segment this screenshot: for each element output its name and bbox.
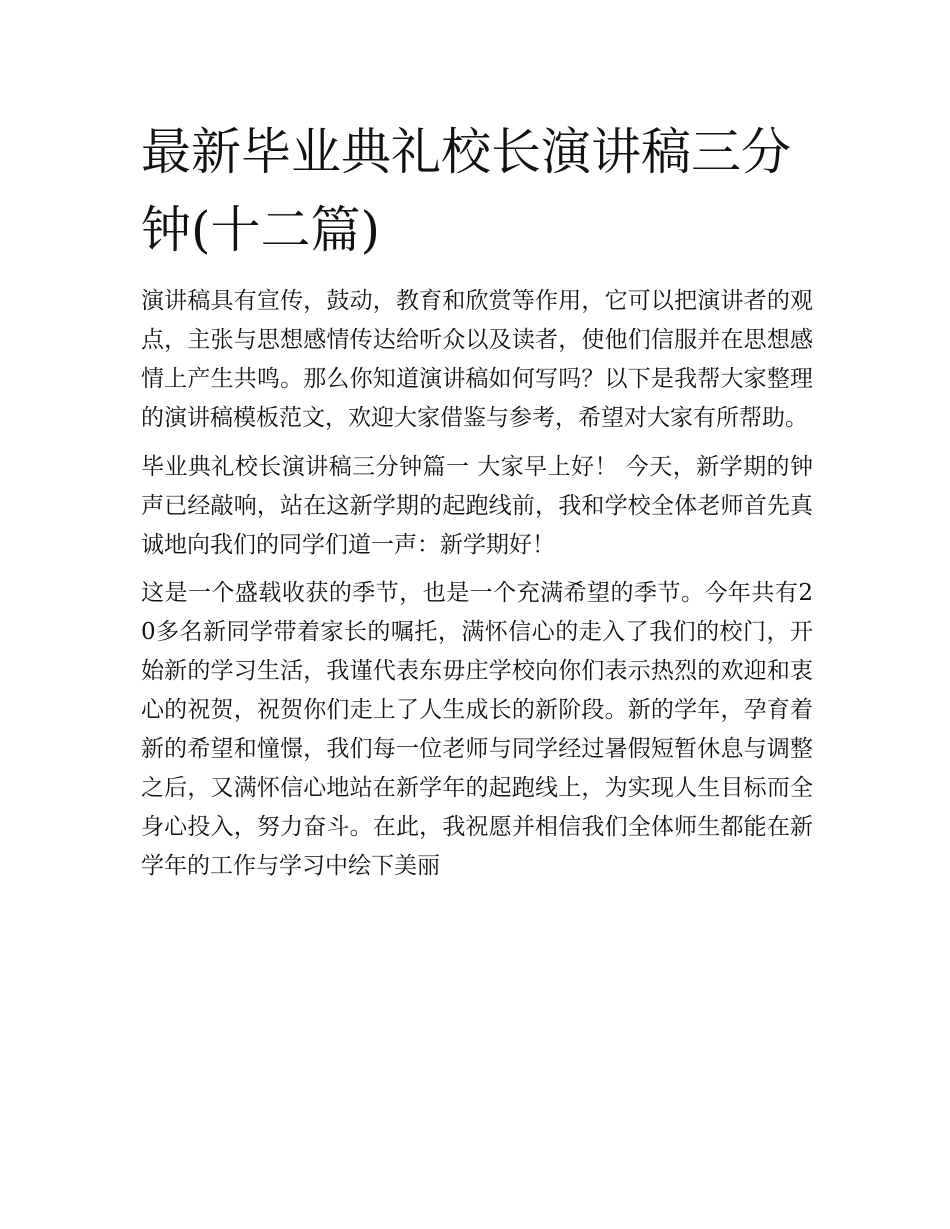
document-body [141, 282, 813, 896]
speech-opening-paragraph: 毕业典礼校长演讲稿三分钟篇一 大家早上好！ 今天，新学期的钟声已经敲响，站在这新学期的起跑线前，我和学校全体老师首先真诚地向我们的同学们道一声：新学期好！ [141, 453, 813, 558]
intro-paragraph: 演讲稿具有宣传，鼓动，教育和欣赏等作用，它可以把演讲者的观点，主张与思想感情传达给听众以及读者，使他们信服并在思想感情上产生共鸣。那么你知道演讲稿如何写吗？以下是我帮大家整理的演讲稿模板范文，欢迎大家借鉴与参考，希望对大家有所帮助。 [141, 288, 813, 431]
document-title: 最新毕业典礼校长演讲稿三分钟(十二篇) [141, 123, 791, 259]
speech-body-paragraph: 这是一个盛载收获的季节，也是一个充满希望的季节。今年共有20多名新同学带着家长的嘱托，满怀信心的走入了我们的校门，开始新的学习生活，我谨代表东毋庄学校向你们表示热烈的欢迎和衷心的祝贺，祝贺你们走上了人生成长的新阶段。新的学年，孕育着新的希望和憧憬，我们每一位老师与同学经过暑假短暂休息与调整之后，又满怀信心地站在新学年的起跑线上，为实现人生目标而全身心投入，努力奋斗。在此，我祝愿并相信我们全体师生都能在新学年的工作与学习中绘下美丽 [141, 580, 813, 879]
